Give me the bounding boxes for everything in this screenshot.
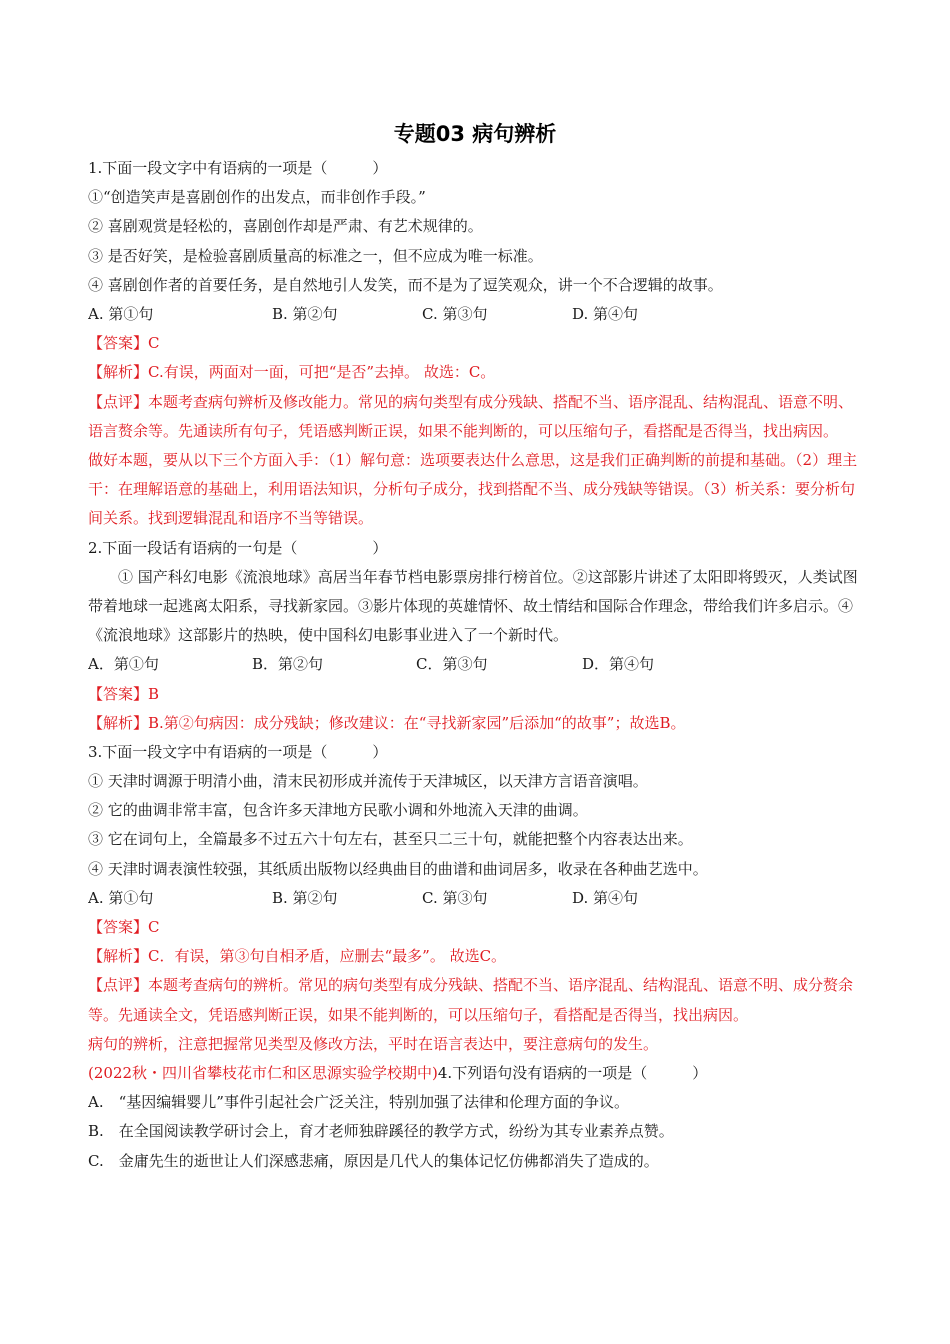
q1-option-d: D. 第④句 xyxy=(572,304,639,323)
q3-stem: 3.下面一段文字中有语病的一项是（ ） xyxy=(88,742,388,761)
q4-option-c: C. 金庸先生的逝世让人们深感悲痛，原因是几代人的集体记忆仿佛都消失了造成的。 xyxy=(88,1151,659,1170)
q1-comment-method: 做好本题，要从以下三个方面入手：（1）解句意：选项要表达什么意思，这是我们正确判断的前提和基础。（2）理主干：在理解语意的基础上，利用语法知识，分析句子成分，找到搭配不当、成分残缺等错误。（3）析关系：要分析句间关系。找到逻辑混乱和语序不当等错误。 xyxy=(88,450,858,528)
q2-passage: ① 国产科幻电影《流浪地球》高居当年春节档电影票房排行榜首位。②这部影片讲述了太阳即将毁灭，人类试图带着地球一起逃离太阳系，寻找新家园。③影片体现的英雄情怀、故土情结和国际合作理念，带给我们许多启示。④《流浪地球》这部影片的热映，使中国科幻电影事业进入了一个新时代。 xyxy=(88,567,858,645)
q2-answer: 【答案】B xyxy=(88,684,160,703)
q2-option-a: A．第①句 xyxy=(88,655,159,674)
q1-sentence-1: ①“创造笑声是喜剧创作的出发点，而非创作手段。” xyxy=(88,188,426,207)
q4-stem: 4.下列语句没有语病的一项是（ ） xyxy=(437,1063,708,1082)
page-title: 专题03 病句辨析 xyxy=(393,122,557,146)
q3-sentence-3: ③ 它在词句上，全篇最多不过五六十句左右，甚至只二三十句，就能把整个内容表达出来。 xyxy=(88,830,693,849)
q2-options xyxy=(88,650,864,679)
q3-option-b: B. 第②句 xyxy=(272,888,338,907)
q3-sentence-4: ④ 天津时调表演性较强，其纸质出版物以经典曲目的曲谱和曲词居多，收录在各种曲艺选中。 xyxy=(88,859,708,878)
q1-sentence-2: ② 喜剧观赏是轻松的，喜剧创作却是严肃、有艺术规律的。 xyxy=(88,217,483,236)
q2-option-c: C．第③句 xyxy=(416,655,488,674)
q1-sentence-4: ④ 喜剧创作者的首要任务，是自然地引人发笑，而不是为了逗笑观众，讲一个不合逻辑的故事。 xyxy=(88,275,723,294)
q4-option-b: B. 在全国阅读教学研讨会上，育才老师独辟蹊径的教学方式，纷纷为其专业素养点赞。 xyxy=(88,1122,674,1141)
q1-option-a: A. 第①句 xyxy=(88,304,154,323)
q3-option-d: D. 第④句 xyxy=(572,888,639,907)
q4-heading xyxy=(88,1059,864,1088)
q1-option-b: B. 第②句 xyxy=(272,304,338,323)
q3-option-a: A. 第①句 xyxy=(88,888,154,907)
q3-sentence-2: ② 它的曲调非常丰富，包含许多天津地方民歌小调和外地流入天津的曲调。 xyxy=(88,801,588,820)
q2-option-b: B．第②句 xyxy=(252,655,324,674)
q4-source: (2022秋・四川省攀枝花市仁和区思源实验学校期中) xyxy=(88,1063,438,1082)
q2-analysis: 【解析】B.第②句病因：成分残缺；修改建议：在“寻找新家园”后添加“的故事”；故选B。 xyxy=(88,713,686,732)
q1-stem: 1.下面一段文字中有语病的一项是（ ） xyxy=(88,159,388,177)
q3-options xyxy=(88,884,864,913)
q3-sentence-1: ① 天津时调源于明清小曲，清末民初形成并流传于天津城区，以天津方言语音演唱。 xyxy=(88,772,648,791)
document-body xyxy=(88,154,864,1176)
q1-options xyxy=(88,300,864,329)
q2-stem: 2.下面一段话有语病的一句是（ ） xyxy=(88,538,388,557)
q3-answer: 【答案】C xyxy=(88,918,160,936)
q1-answer: 【答案】C xyxy=(88,334,160,353)
q1-comment: 【点评】本题考查病句辨析及修改能力。常见的病句类型有成分残缺、搭配不当、语序混乱、结构混乱、语意不明、语言赘余等。先通读所有句子，凭语感判断正误，如果不能判断的，可以压缩句子，看搭配是否得当，找出病因。 xyxy=(88,392,854,440)
q3-comment-note: 病句的辨析，注意把握常见类型及修改方法，平时在语言表达中，要注意病句的发生。 xyxy=(88,1034,659,1053)
q1-analysis: 【解析】C.有误，两面对一面，可把“是否”去掉。 故选：C。 xyxy=(88,363,496,382)
q2-option-d: D．第④句 xyxy=(582,655,655,674)
q3-comment: 【点评】本题考查病句的辨析。常见的病句类型有成分残缺、搭配不当、语序混乱、结构混乱、语意不明、成分赘余等。先通读全文，凭语感判断正误，如果不能判断的，可以压缩句子，看搭配是否得当，找出病因。 xyxy=(88,976,854,1024)
q4-option-a: A. “基因编辑婴儿”事件引起社会广泛关注，特别加强了法律和伦理方面的争议。 xyxy=(88,1093,629,1112)
q3-option-c: C. 第③句 xyxy=(422,888,488,907)
q3-analysis: 【解析】C．有误，第③句自相矛盾，应删去“最多”。 故选C。 xyxy=(88,947,507,966)
q1-sentence-3: ③ 是否好笑，是检验喜剧质量高的标准之一，但不应成为唯一标准。 xyxy=(88,246,543,265)
q1-option-c: C. 第③句 xyxy=(422,304,488,323)
